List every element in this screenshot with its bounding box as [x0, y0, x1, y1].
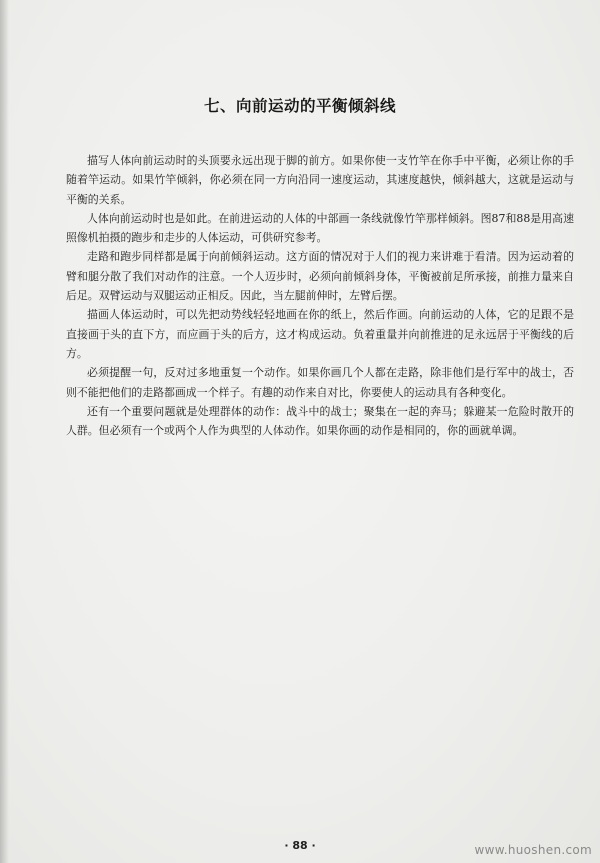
page-number: · 88 ·: [284, 839, 316, 852]
page-spine-shadow: [0, 0, 9, 863]
paragraph: 描写人体向前运动时的头顶要永远出现于脚的前方。如果你使一支竹竿在你手中平衡，必须让你的手随着竿运动。如果竹竿倾斜，你必须在同一方向沿同一速度运动，其速度越快，倾斜越大，这就是运动与平衡的关系。: [66, 154, 574, 206]
watermark-text: www.huoshen.com: [474, 843, 592, 857]
paragraph: 必须提醒一句，反对过多地重复一个动作。如果你画几个人都在走路，除非他们是行军中的战士，否则不能把他们的走路都画成一个样子。有趣的动作来自对比，你要使人的运动具有各种变化。: [66, 366, 574, 399]
paragraph: 走路和跑步同样都是属于向前倾斜运动。这方面的情况对于人们的视力来讲难于看清。因为运动着的臂和腿分散了我们对动作的注意。一个人迈步时，必须向前倾斜身体，平衡被前足所承接，前推力量来自后足。双臂运动与双腿运动正相反。因此，当左腿前伸时，左臂后摆。: [66, 250, 574, 303]
paragraph: 人体向前运动时也是如此。在前进运动的人体的中部画一条线就像竹竿那样倾斜。图87和88是用高速照像机拍摄的跑步和走步的人体运动，可供研究参考。: [66, 211, 574, 245]
paragraph: 描画人体运动时，可以先把动势线轻轻地画在你的纸上，然后作画。向前运动的人体，它的足跟不是直接画于头的直下方，而应画于头的后方，这才构成运动。负着重量并向前推进的足永远居于平衡线的后方。: [66, 308, 574, 360]
body-text: [66, 151, 574, 440]
paragraph: 还有一个重要问题就是处理群体的动作：战斗中的战士；聚集在一起的奔马；躲避某一危险时散开的人群。但必须有一个或两个人作为典型的人体动作。如果你画的动作是相同的，你的画就单调。: [66, 404, 574, 438]
section-title: 七、向前运动的平衡倾斜线: [203, 97, 396, 115]
